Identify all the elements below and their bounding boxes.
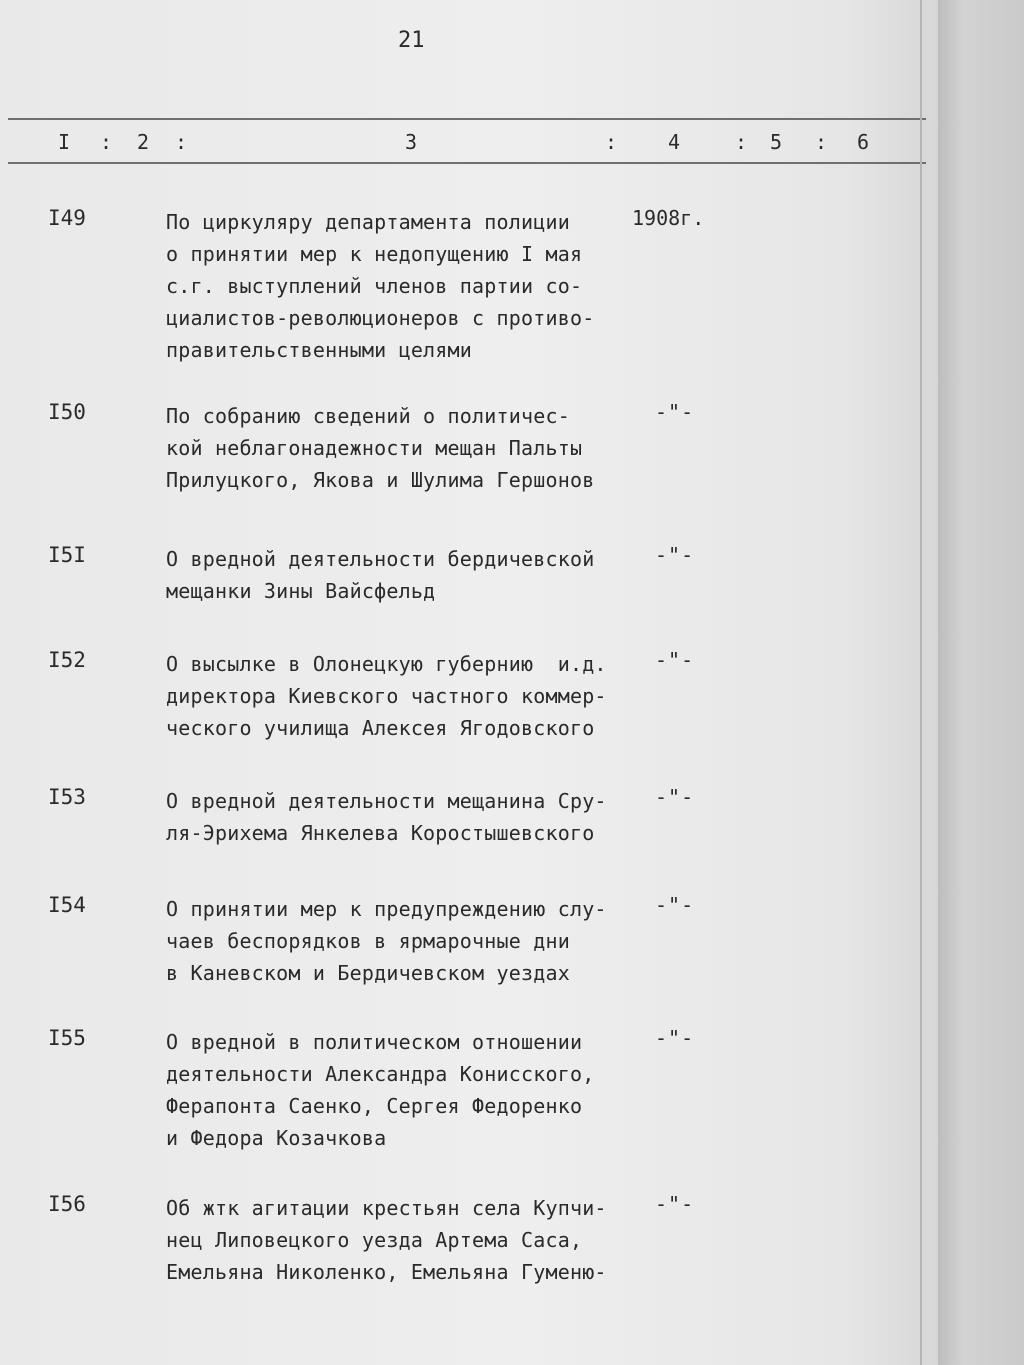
entry-number: I53 bbox=[48, 785, 86, 809]
entry-number: I52 bbox=[48, 648, 86, 672]
entry-title-line: циалистов-революционеров с противо- bbox=[166, 306, 595, 330]
header-rule-top bbox=[8, 118, 926, 120]
entry-title-line: О высылке в Олонецкую губернию и.д. bbox=[166, 652, 607, 676]
entry-title bbox=[166, 206, 594, 366]
entry-title bbox=[166, 543, 594, 607]
entry-date: 1908г. bbox=[632, 206, 705, 230]
entry-title bbox=[166, 1026, 594, 1154]
entry-title-line: нец Липовецкого уезда Артема Саса, bbox=[166, 1228, 583, 1252]
page-edge-shadow bbox=[920, 0, 922, 1365]
entry-number: I49 bbox=[48, 206, 86, 230]
entry-title-line: По собранию сведений о политичес- bbox=[166, 404, 570, 428]
entry-number: I50 bbox=[48, 400, 86, 424]
entry-title-line: кой неблагонадежности мещан Пальты bbox=[166, 436, 583, 460]
entry-title-line: деятельности Александра Конисского, bbox=[166, 1062, 595, 1086]
entry-number: I54 bbox=[48, 893, 86, 917]
entry-title-line: о принятии мер к недопущению I мая bbox=[166, 242, 583, 266]
header-rule-bottom bbox=[8, 162, 926, 164]
entry-title bbox=[166, 893, 607, 989]
entry-title-line: Ферапонта Саенко, Сергея Федоренко bbox=[166, 1094, 583, 1118]
entry-title-line: в Каневском и Бердичевском уездах bbox=[166, 961, 570, 985]
entry-title-line: чаев беспорядков в ярмарочные дни bbox=[166, 929, 570, 953]
entry-date-ditto: -"- bbox=[655, 1026, 695, 1050]
entry-date-ditto: -"- bbox=[655, 1192, 695, 1216]
entry-title-line: ческого училища Алексея Ягодовского bbox=[166, 716, 595, 740]
column-header-3: 3 bbox=[405, 130, 418, 154]
entry-title-line: директора Киевского частного коммер- bbox=[166, 684, 607, 708]
entry-date-ditto: -"- bbox=[655, 648, 695, 672]
entry-title-line: правительственными целями bbox=[166, 338, 473, 362]
column-separator: : bbox=[815, 130, 828, 154]
entry-title-line: О вредной в политическом отношении bbox=[166, 1030, 583, 1054]
column-header-2: 2 bbox=[137, 130, 150, 154]
entry-date-ditto: -"- bbox=[655, 543, 695, 567]
entry-title-line: Об жтк агитации крестьян села Купчи- bbox=[166, 1196, 607, 1220]
column-separator: : bbox=[100, 130, 113, 154]
entry-title-line: Прилуцкого, Якова и Шулима Гершонов bbox=[166, 468, 595, 492]
entry-title-line: и Федора Козачкова bbox=[166, 1126, 387, 1150]
entry-date-ditto: -"- bbox=[655, 400, 695, 424]
entry-title bbox=[166, 648, 607, 744]
entry-title-line: мещанки Зины Вайсфельд bbox=[166, 579, 436, 603]
column-header-1: I bbox=[58, 130, 71, 154]
entry-title bbox=[166, 400, 594, 496]
entry-title-line: О вредной деятельности бердичевской bbox=[166, 547, 595, 571]
column-separator: : bbox=[735, 130, 748, 154]
entry-number: I55 bbox=[48, 1026, 86, 1050]
entry-number: I5I bbox=[48, 543, 86, 567]
entry-title-line: О принятии мер к предупреждению слу- bbox=[166, 897, 607, 921]
entry-title-line: О вредной деятельности мещанина Сру- bbox=[166, 789, 607, 813]
entry-title bbox=[166, 1192, 607, 1288]
column-header-4: 4 bbox=[668, 130, 681, 154]
page-edge bbox=[938, 0, 1024, 1365]
entry-title-line: ля-Эрихема Янкелева Коростышевского bbox=[166, 821, 595, 845]
column-separator: : bbox=[175, 130, 188, 154]
column-header-5: 5 bbox=[770, 130, 783, 154]
entry-title-line: с.г. выступлений членов партии со- bbox=[166, 274, 583, 298]
column-separator: : bbox=[605, 130, 618, 154]
entry-number: I56 bbox=[48, 1192, 86, 1216]
entry-title-line: Емельяна Николенко, Емельяна Гуменю- bbox=[166, 1260, 607, 1284]
entry-date-ditto: -"- bbox=[655, 785, 695, 809]
entry-title bbox=[166, 785, 607, 849]
entry-title-line: По циркуляру департамента полиции bbox=[166, 210, 570, 234]
entry-date-ditto: -"- bbox=[655, 893, 695, 917]
column-header-6: 6 bbox=[857, 130, 870, 154]
page-number: 21 bbox=[398, 28, 425, 53]
